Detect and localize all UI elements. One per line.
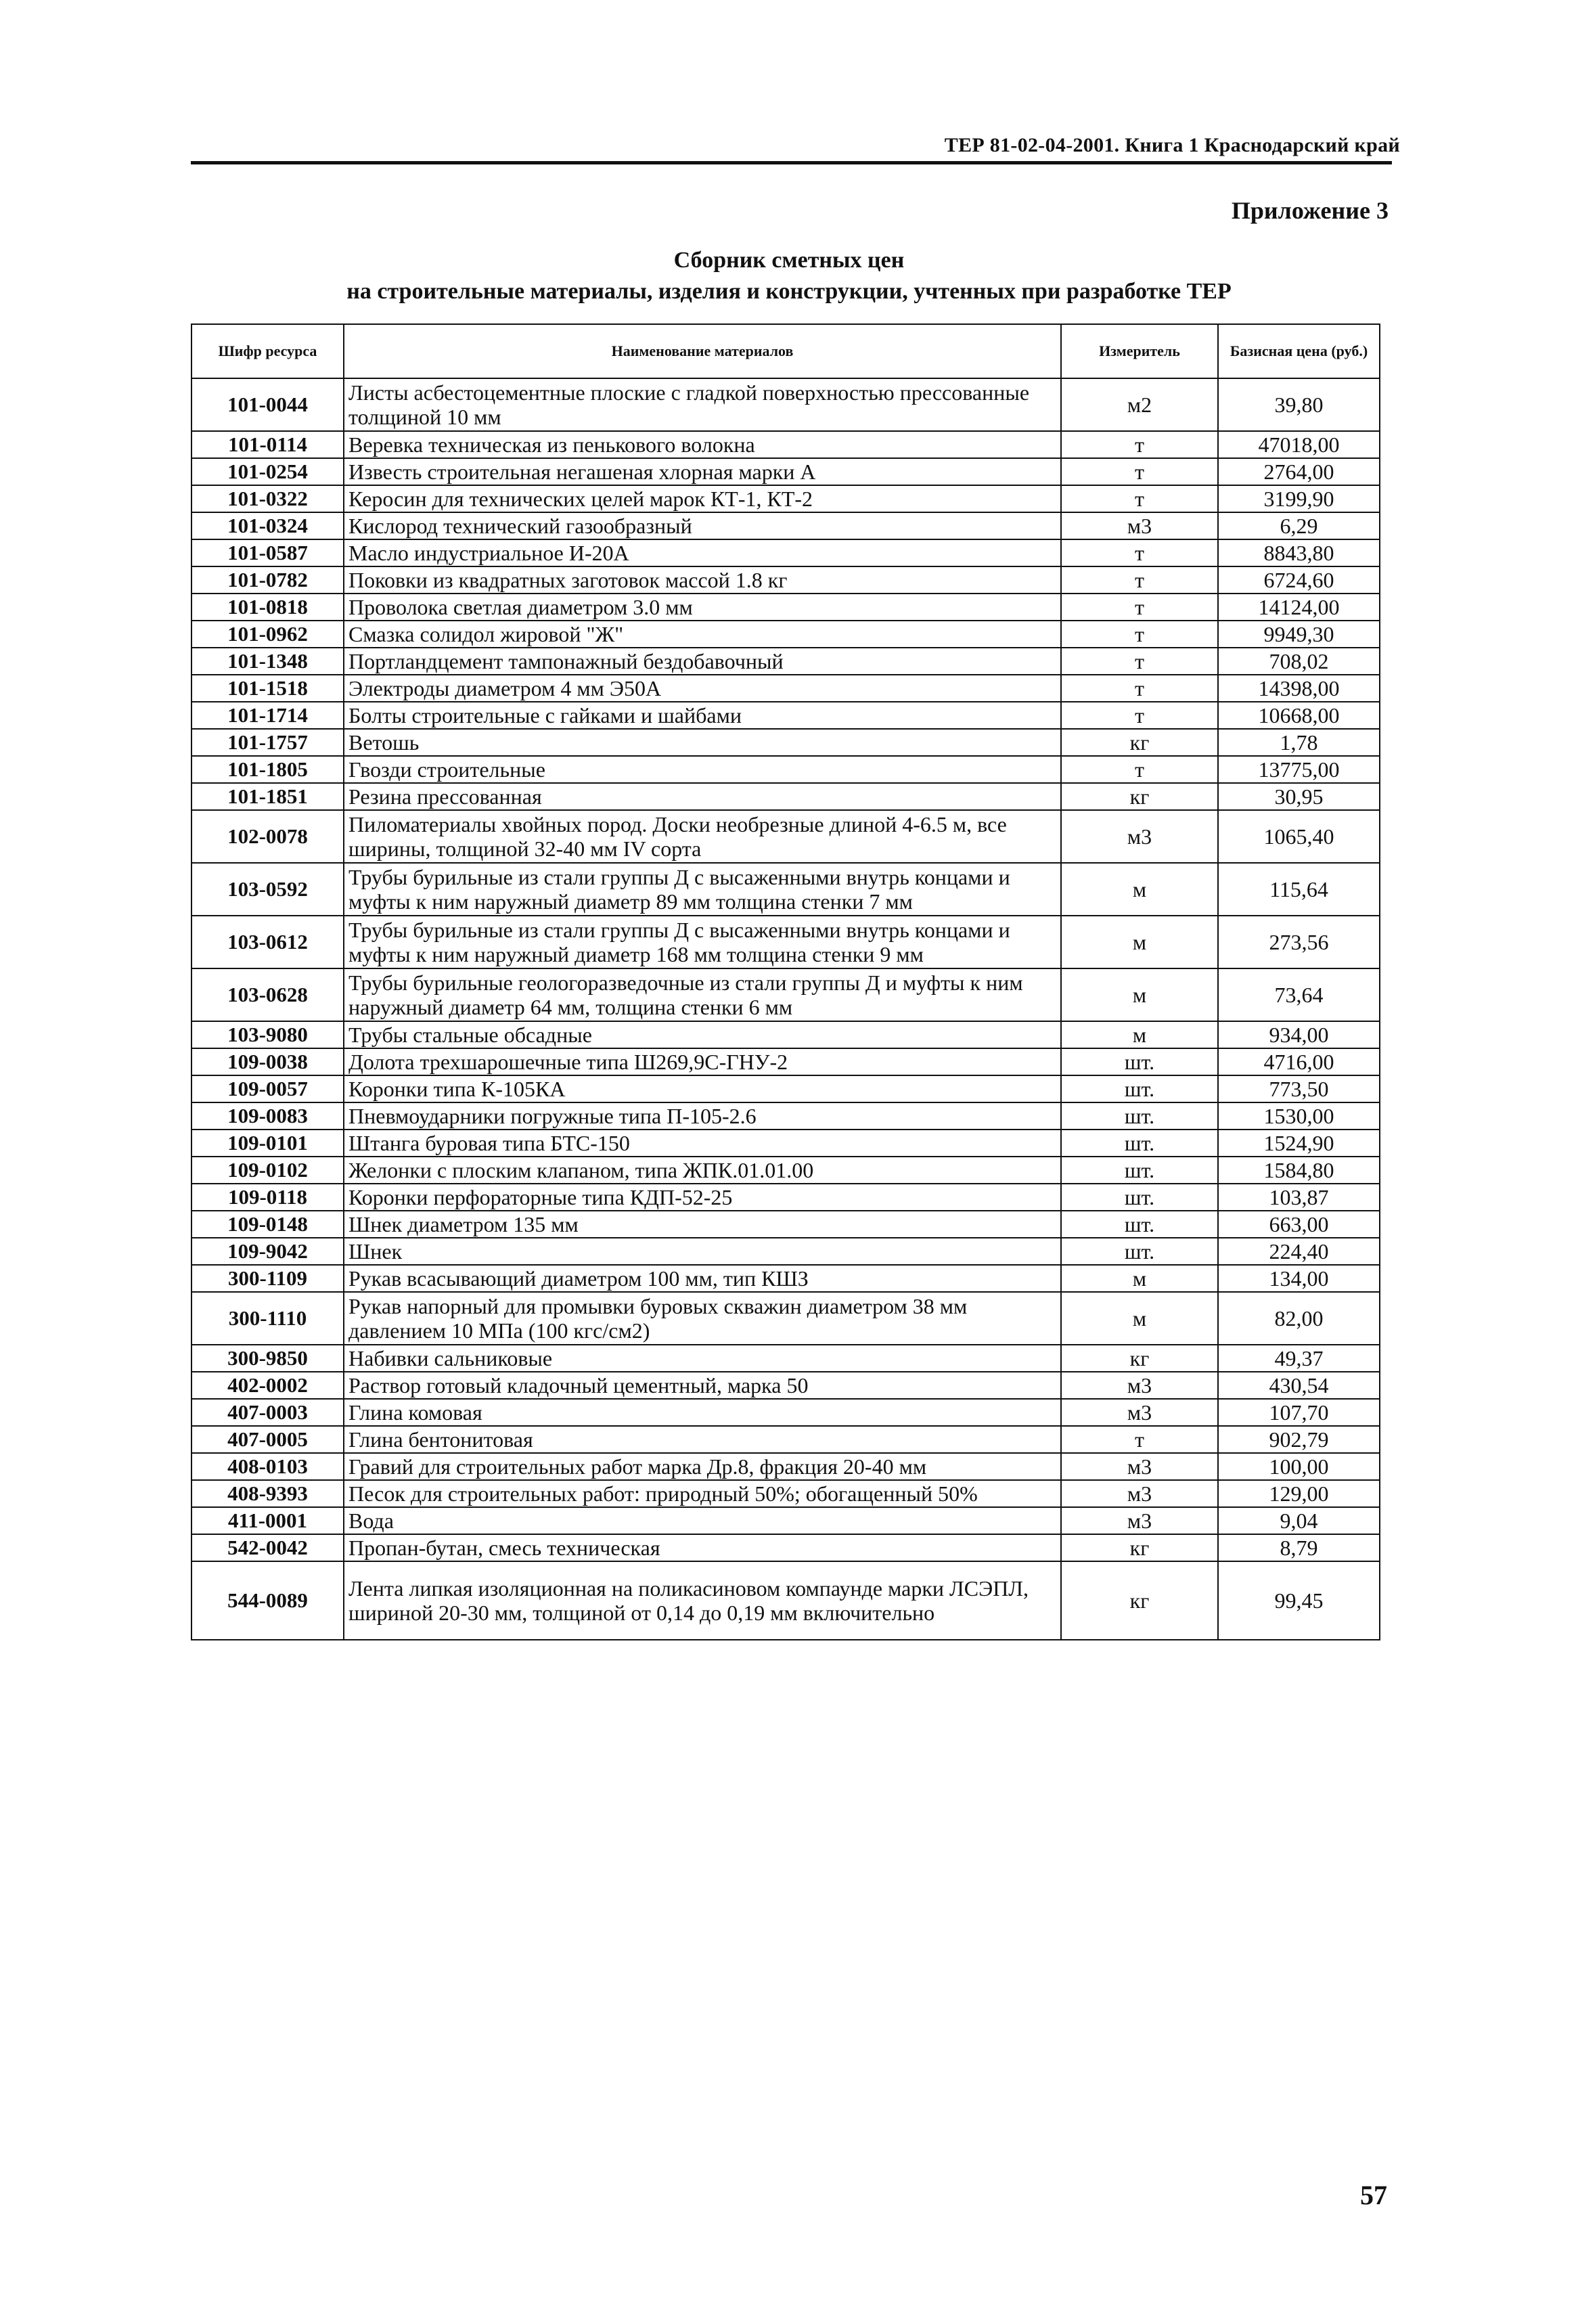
cell-code: 101-1757 (191, 729, 344, 756)
cell-unit: шт. (1061, 1130, 1218, 1157)
cell-code: 109-0101 (191, 1130, 344, 1157)
cell-price: 9,04 (1218, 1507, 1380, 1534)
cell-price: 99,45 (1218, 1561, 1380, 1640)
cell-name: Трубы бурильные из стали группы Д с высаженными внутрь концами и муфты к ним наружный диаметр 89 мм толщина стенки 7 мм (344, 863, 1061, 916)
table-row (191, 1399, 1380, 1426)
cell-name: Пневмоударники погружные типа П-105-2.6 (344, 1102, 1061, 1130)
cell-unit: м (1061, 916, 1218, 968)
cell-unit: шт. (1061, 1184, 1218, 1211)
table-row (191, 1345, 1380, 1372)
table-row (191, 566, 1380, 594)
cell-unit: кг (1061, 1345, 1218, 1372)
table-row (191, 756, 1380, 783)
cell-unit: шт. (1061, 1048, 1218, 1075)
table-row (191, 1157, 1380, 1184)
cell-name: Смазка солидол жировой "Ж" (344, 621, 1061, 648)
cell-price: 103,87 (1218, 1184, 1380, 1211)
table-row (191, 1048, 1380, 1075)
cell-name: Долота трехшарошечные типа Ш269,9С-ГНУ-2 (344, 1048, 1061, 1075)
cell-price: 1524,90 (1218, 1130, 1380, 1157)
cell-code: 300-1110 (191, 1292, 344, 1345)
column-header-unit: Измеритель (1061, 324, 1218, 378)
cell-name: Гвозди строительные (344, 756, 1061, 783)
cell-code: 109-0118 (191, 1184, 344, 1211)
column-header-price: Базисная цена (руб.) (1218, 324, 1380, 378)
table-row (191, 1480, 1380, 1507)
cell-name: Трубы бурильные геологоразведочные из стали группы Д и муфты к ним наружный диаметр 64 мм, толщина стенки 6 мм (344, 968, 1061, 1021)
cell-code: 101-0587 (191, 539, 344, 566)
table-row (191, 863, 1380, 916)
cell-unit: т (1061, 594, 1218, 621)
price-table (191, 323, 1380, 1640)
cell-name: Коронки типа К-105КА (344, 1075, 1061, 1102)
cell-unit: м3 (1061, 512, 1218, 539)
cell-unit: т (1061, 675, 1218, 702)
table-row (191, 648, 1380, 675)
cell-name: Ветошь (344, 729, 1061, 756)
cell-price: 6724,60 (1218, 566, 1380, 594)
table-row (191, 916, 1380, 968)
header-rule (191, 161, 1392, 164)
cell-unit: м (1061, 1292, 1218, 1345)
cell-price: 134,00 (1218, 1265, 1380, 1292)
cell-price: 49,37 (1218, 1345, 1380, 1372)
cell-name: Кислород технический газообразный (344, 512, 1061, 539)
cell-price: 2764,00 (1218, 458, 1380, 485)
table-row (191, 1453, 1380, 1480)
cell-price: 30,95 (1218, 783, 1380, 810)
title-line-2: на строительные материалы, изделия и конструкции, учтенных при разработке ТЕР (346, 279, 1232, 304)
cell-code: 300-1109 (191, 1265, 344, 1292)
appendix-label: Приложение 3 (1231, 197, 1389, 224)
cell-price: 129,00 (1218, 1480, 1380, 1507)
cell-unit: шт. (1061, 1157, 1218, 1184)
page-title (0, 245, 1578, 307)
table-row (191, 431, 1380, 458)
table-row (191, 968, 1380, 1021)
cell-name: Поковки из квадратных заготовок массой 1.8 кг (344, 566, 1061, 594)
cell-code: 101-0324 (191, 512, 344, 539)
cell-name: Шнек диаметром 135 мм (344, 1211, 1061, 1238)
table-row (191, 1075, 1380, 1102)
page-number: 57 (1360, 2180, 1387, 2210)
table-row (191, 1021, 1380, 1048)
table-row (191, 1238, 1380, 1265)
cell-name: Масло индустриальное И-20А (344, 539, 1061, 566)
cell-unit: м3 (1061, 1372, 1218, 1399)
cell-unit: т (1061, 458, 1218, 485)
cell-unit: м3 (1061, 1399, 1218, 1426)
cell-unit: м2 (1061, 378, 1218, 431)
table-row (191, 783, 1380, 810)
table-row (191, 810, 1380, 863)
cell-price: 47018,00 (1218, 431, 1380, 458)
cell-name: Известь строительная негашеная хлорная марки А (344, 458, 1061, 485)
cell-price: 3199,90 (1218, 485, 1380, 512)
table-row (191, 729, 1380, 756)
table-row (191, 485, 1380, 512)
cell-name: Песок для строительных работ: природный 50%; обогащенный 50% (344, 1480, 1061, 1507)
table-row (191, 1534, 1380, 1561)
cell-name: Раствор готовый кладочный цементный, марка 50 (344, 1372, 1061, 1399)
cell-unit: м3 (1061, 1480, 1218, 1507)
cell-price: 902,79 (1218, 1426, 1380, 1453)
cell-unit: т (1061, 485, 1218, 512)
table-header-row (191, 324, 1380, 378)
cell-unit: т (1061, 621, 1218, 648)
cell-name: Портландцемент тампонажный бездобавочный (344, 648, 1061, 675)
cell-price: 10668,00 (1218, 702, 1380, 729)
cell-unit: кг (1061, 729, 1218, 756)
cell-code: 101-0322 (191, 485, 344, 512)
cell-price: 115,64 (1218, 863, 1380, 916)
table-row (191, 458, 1380, 485)
table-row (191, 1184, 1380, 1211)
cell-unit: м3 (1061, 1507, 1218, 1534)
table-row (191, 621, 1380, 648)
cell-name: Пиломатериалы хвойных пород. Доски необрезные длиной 4-6.5 м, все ширины, толщиной 32-40 мм IV сорта (344, 810, 1061, 863)
cell-unit: т (1061, 756, 1218, 783)
table-row (191, 1372, 1380, 1399)
cell-code: 103-0592 (191, 863, 344, 916)
cell-code: 101-1805 (191, 756, 344, 783)
cell-unit: т (1061, 539, 1218, 566)
cell-code: 109-0057 (191, 1075, 344, 1102)
cell-name: Набивки сальниковые (344, 1345, 1061, 1372)
cell-price: 663,00 (1218, 1211, 1380, 1238)
cell-price: 82,00 (1218, 1292, 1380, 1345)
cell-name: Резина прессованная (344, 783, 1061, 810)
column-header-name: Наименование материалов (344, 324, 1061, 378)
cell-price: 934,00 (1218, 1021, 1380, 1048)
cell-name: Желонки с плоским клапаном, типа ЖПК.01.01.00 (344, 1157, 1061, 1184)
cell-code: 402-0002 (191, 1372, 344, 1399)
table-row (191, 702, 1380, 729)
cell-name: Шнек (344, 1238, 1061, 1265)
cell-name: Пропан-бутан, смесь техническая (344, 1534, 1061, 1561)
cell-unit: м (1061, 1021, 1218, 1048)
table-row (191, 378, 1380, 431)
cell-price: 1530,00 (1218, 1102, 1380, 1130)
cell-code: 103-0628 (191, 968, 344, 1021)
cell-price: 9949,30 (1218, 621, 1380, 648)
cell-code: 408-0103 (191, 1453, 344, 1480)
cell-name: Листы асбестоцементные плоские с гладкой поверхностью прессованные толщиной 10 мм (344, 378, 1061, 431)
cell-code: 407-0005 (191, 1426, 344, 1453)
cell-unit: шт. (1061, 1211, 1218, 1238)
cell-unit: м (1061, 968, 1218, 1021)
cell-name: Лента липкая изоляционная на поликасиновом компаунде марки ЛСЭПЛ, шириной 20-30 мм, толщиной от 0,14 до 0,19 мм включительно (344, 1561, 1061, 1640)
cell-code: 408-9393 (191, 1480, 344, 1507)
cell-price: 773,50 (1218, 1075, 1380, 1102)
cell-name: Коронки перфораторные типа КДП-52-25 (344, 1184, 1061, 1211)
cell-code: 101-0962 (191, 621, 344, 648)
cell-name: Штанга буровая типа БТС-150 (344, 1130, 1061, 1157)
running-head: ТЕР 81-02-04-2001. Книга 1 Краснодарский край (944, 134, 1400, 156)
cell-price: 100,00 (1218, 1453, 1380, 1480)
table-row (191, 1265, 1380, 1292)
cell-price: 430,54 (1218, 1372, 1380, 1399)
cell-price: 39,80 (1218, 378, 1380, 431)
cell-unit: т (1061, 1426, 1218, 1453)
cell-code: 109-0038 (191, 1048, 344, 1075)
cell-price: 1584,80 (1218, 1157, 1380, 1184)
cell-code: 101-1851 (191, 783, 344, 810)
table-row (191, 594, 1380, 621)
cell-price: 13775,00 (1218, 756, 1380, 783)
cell-name: Проволока светлая диаметром 3.0 мм (344, 594, 1061, 621)
cell-price: 708,02 (1218, 648, 1380, 675)
cell-unit: кг (1061, 1561, 1218, 1640)
cell-name: Веревка техническая из пенькового волокна (344, 431, 1061, 458)
cell-price: 73,64 (1218, 968, 1380, 1021)
cell-code: 300-9850 (191, 1345, 344, 1372)
cell-price: 6,29 (1218, 512, 1380, 539)
cell-unit: т (1061, 648, 1218, 675)
table-row (191, 512, 1380, 539)
cell-name: Рукав всасывающий диаметром 100 мм, тип КШЗ (344, 1265, 1061, 1292)
cell-code: 542-0042 (191, 1534, 344, 1561)
cell-code: 109-9042 (191, 1238, 344, 1265)
cell-unit: м3 (1061, 810, 1218, 863)
cell-code: 102-0078 (191, 810, 344, 863)
cell-name: Трубы стальные обсадные (344, 1021, 1061, 1048)
cell-price: 4716,00 (1218, 1048, 1380, 1075)
cell-code: 101-1348 (191, 648, 344, 675)
cell-name: Рукав напорный для промывки буровых скважин диаметром 38 мм давлением 10 МПа (100 кгс/см2) (344, 1292, 1061, 1345)
column-header-code: Шифр ресурса (191, 324, 344, 378)
cell-unit: м (1061, 1265, 1218, 1292)
cell-unit: м3 (1061, 1453, 1218, 1480)
cell-unit: т (1061, 566, 1218, 594)
cell-code: 101-1714 (191, 702, 344, 729)
table-row (191, 1211, 1380, 1238)
cell-code: 103-9080 (191, 1021, 344, 1048)
cell-code: 101-0114 (191, 431, 344, 458)
table-row (191, 1561, 1380, 1640)
cell-name: Электроды диаметром 4 мм Э50А (344, 675, 1061, 702)
cell-price: 1065,40 (1218, 810, 1380, 863)
cell-code: 544-0089 (191, 1561, 344, 1640)
cell-price: 273,56 (1218, 916, 1380, 968)
cell-code: 407-0003 (191, 1399, 344, 1426)
cell-code: 109-0083 (191, 1102, 344, 1130)
table-row (191, 1130, 1380, 1157)
table-row (191, 675, 1380, 702)
cell-price: 1,78 (1218, 729, 1380, 756)
cell-name: Гравий для строительных работ марка Др.8, фракция 20-40 мм (344, 1453, 1061, 1480)
cell-name: Болты строительные с гайками и шайбами (344, 702, 1061, 729)
table-row (191, 539, 1380, 566)
cell-code: 103-0612 (191, 916, 344, 968)
cell-price: 8,79 (1218, 1534, 1380, 1561)
cell-price: 224,40 (1218, 1238, 1380, 1265)
cell-name: Вода (344, 1507, 1061, 1534)
cell-code: 101-1518 (191, 675, 344, 702)
cell-code: 109-0148 (191, 1211, 344, 1238)
cell-price: 107,70 (1218, 1399, 1380, 1426)
table-row (191, 1102, 1380, 1130)
cell-unit: т (1061, 702, 1218, 729)
cell-price: 8843,80 (1218, 539, 1380, 566)
cell-unit: м (1061, 863, 1218, 916)
title-line-1: Сборник сметных цен (673, 248, 905, 273)
cell-code: 101-0782 (191, 566, 344, 594)
cell-unit: шт. (1061, 1075, 1218, 1102)
cell-name: Глина комовая (344, 1399, 1061, 1426)
cell-price: 14398,00 (1218, 675, 1380, 702)
cell-code: 101-0044 (191, 378, 344, 431)
cell-name: Трубы бурильные из стали группы Д с высаженными внутрь концами и муфты к ним наружный диаметр 168 мм толщина стенки 9 мм (344, 916, 1061, 968)
cell-unit: шт. (1061, 1102, 1218, 1130)
cell-unit: т (1061, 431, 1218, 458)
cell-name: Глина бентонитовая (344, 1426, 1061, 1453)
cell-code: 101-0818 (191, 594, 344, 621)
cell-unit: шт. (1061, 1238, 1218, 1265)
table-body (191, 378, 1380, 1640)
cell-name: Керосин для технических целей марок КТ-1, КТ-2 (344, 485, 1061, 512)
cell-unit: кг (1061, 783, 1218, 810)
cell-code: 101-0254 (191, 458, 344, 485)
cell-unit: кг (1061, 1534, 1218, 1561)
cell-code: 109-0102 (191, 1157, 344, 1184)
table-row (191, 1507, 1380, 1534)
cell-code: 411-0001 (191, 1507, 344, 1534)
table-row (191, 1426, 1380, 1453)
cell-price: 14124,00 (1218, 594, 1380, 621)
table-row (191, 1292, 1380, 1345)
